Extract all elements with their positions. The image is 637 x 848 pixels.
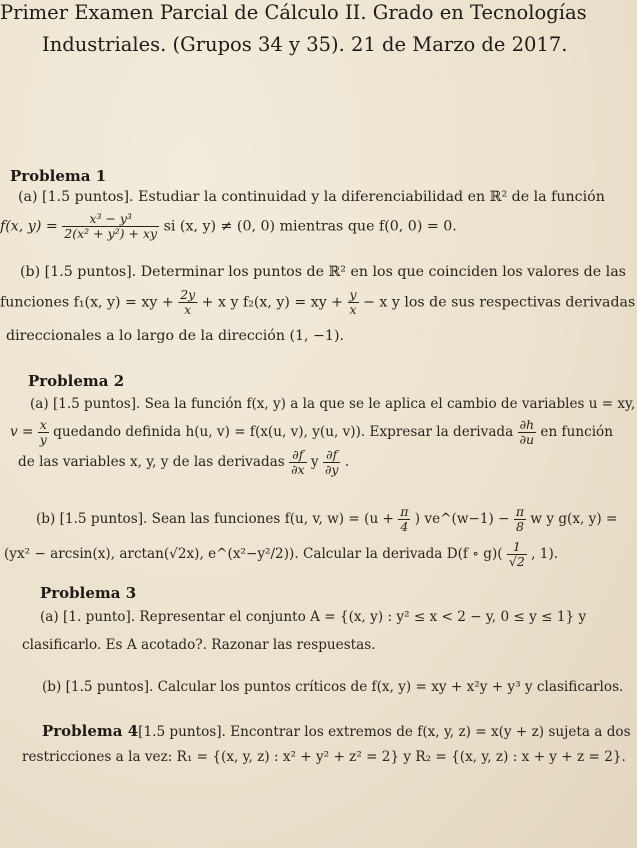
problem-1a-fraction — [62, 212, 159, 241]
problem-1b-line-2 — [0, 288, 635, 317]
problem-2a-df-dx-num: ∂f — [289, 448, 307, 463]
problem-2a-line-3 — [18, 448, 349, 477]
problem-2b-line-1 — [36, 505, 617, 534]
problem-4-line-1 — [42, 723, 631, 740]
problem-1b-fraction-2 — [348, 288, 359, 317]
problem-2a-dh-du — [518, 418, 537, 447]
problem-2a-df-dx-den: ∂x — [291, 461, 305, 477]
problem-1-heading: Problema 1 — [10, 167, 107, 185]
problem-2b-post: w y g(x, y) = — [530, 511, 618, 528]
problem-1b-fraction-1 — [178, 288, 197, 317]
problem-1a-condition: si (x, y) ≠ (0, 0) mientras que f(0, 0) = 0. — [163, 218, 457, 235]
exam-title-line-1: Primer Examen Parcial de Cálculo II. Grado en Tecnologías — [0, 1, 587, 24]
problem-1b-fraction-1-num: 2y — [180, 287, 196, 302]
problem-2a-dh: ∂h — [519, 417, 535, 432]
problem-1b-mid: + x y f₂(x, y) = xy + — [201, 294, 344, 311]
problem-2b-sqrt2: √2 — [508, 553, 525, 569]
problem-2b-four: 4 — [400, 518, 409, 534]
problem-1b-fraction-1-den: x — [184, 301, 192, 317]
problem-2-heading: Problema 2 — [28, 372, 125, 390]
problem-2a-v-fraction — [38, 418, 49, 447]
problem-2b-pre: (b) [1.5 puntos]. Sean las funciones f(u, v, w) = (u + — [36, 511, 394, 528]
problem-2a-v-den: y — [39, 431, 47, 447]
problem-2a-mid: quedando definida h(u, v) = f(x(u, v), y(u, v)). Expresar la derivada — [53, 424, 514, 441]
problem-4-line-1-rest: [1.5 puntos]. Encontrar los extremos de f(x, y, z) = x(y + z) sujeta a dos — [138, 724, 631, 740]
problem-2b-one: 1 — [507, 540, 527, 555]
problem-1b-fraction-2-den: x — [349, 301, 357, 317]
problem-3a-line-1: (a) [1. punto]. Representar el conjunto A = {(x, y) : y² ≤ x < 2 − y, 0 ≤ y ≤ 1} y — [40, 609, 587, 625]
problem-1a-lhs: f(x, y) = — [0, 218, 58, 235]
problem-1b-post: − x y los de sus respectivas derivadas — [363, 294, 636, 311]
problem-2b-line-2-post: , 1). — [531, 546, 559, 563]
problem-2a-line-2 — [10, 418, 613, 447]
problem-2a-df-dy — [323, 448, 341, 477]
problem-1b-pre: funciones f₁(x, y) = xy + — [0, 294, 174, 311]
exam-title-line-2: Industriales. (Grupos 34 y 35). 21 de Marzo de 2017. — [42, 33, 568, 56]
problem-1a-numerator: x³ − y³ — [62, 212, 159, 227]
problem-2a-v-num: x — [39, 417, 47, 432]
problem-2b-eight: 8 — [515, 518, 524, 534]
problem-1a-line-1: (a) [1.5 puntos]. Estudiar la continuidad y la diferenciabilidad en ℝ² de la función — [18, 189, 605, 205]
problem-1b-line-3: direccionales a lo largo de la dirección (1, −1). — [6, 328, 345, 344]
problem-2b-one-over-sqrt2 — [507, 540, 527, 569]
problem-2a-df-dx — [289, 448, 307, 477]
problem-2b-line-2 — [4, 540, 558, 569]
problem-2a-v-eq: v = — [10, 424, 34, 441]
problem-2a-period: . — [344, 454, 350, 471]
problem-2b-pi-over-8 — [514, 505, 526, 534]
problem-1a-line-2 — [0, 212, 457, 241]
problem-1b-fraction-2-num: y — [349, 287, 357, 302]
problem-2b-pi-1: π — [400, 504, 409, 519]
problem-1a-denominator: 2(x² + y²) + xy — [64, 225, 158, 241]
problem-2a-df-dy-num: ∂f — [323, 448, 341, 463]
problem-2a-y: y — [310, 454, 319, 471]
problem-3b-line-1: (b) [1.5 puntos]. Calcular los puntos críticos de f(x, y) = xy + x²y + y³ y clasificarlos. — [42, 679, 624, 695]
problem-2b-line-2-pre: (yx² − arcsin(x), arctan(√2x), e^(x²−y²/2)). Calcular la derivada D(f ∘ g)( — [4, 546, 503, 563]
problem-2a-line-1: (a) [1.5 puntos]. Sea la función f(x, y) a la que se le aplica el cambio de variables u = xy, — [30, 396, 636, 412]
problem-2a-df-dy-den: ∂y — [324, 461, 339, 477]
problem-2b-pi-2: π — [515, 504, 525, 519]
problem-3a-line-2: clasificarlo. Es A acotado?. Razonar las respuestas. — [22, 637, 376, 653]
problem-2a-end: en función — [540, 424, 613, 441]
problem-4-line-2: restricciones a la vez: R₁ = {(x, y, z) : x² + y² + z² = 2} y R₂ = {(x, y, z) : x + y + z = 2}. — [22, 749, 626, 765]
problem-1b-line-1: (b) [1.5 puntos]. Determinar los puntos de ℝ² en los que coinciden los valores de las — [20, 264, 626, 280]
problem-4-heading: Problema 4 — [42, 722, 139, 740]
problem-3-heading: Problema 3 — [40, 584, 137, 602]
problem-2b-pi-over-4 — [398, 505, 410, 534]
problem-2b-mid: ) ve^(w−1) − — [414, 511, 510, 528]
problem-2a-du: ∂u — [519, 431, 535, 447]
problem-2a-line-3-text: de las variables x, y, y de las derivadas — [18, 454, 285, 471]
